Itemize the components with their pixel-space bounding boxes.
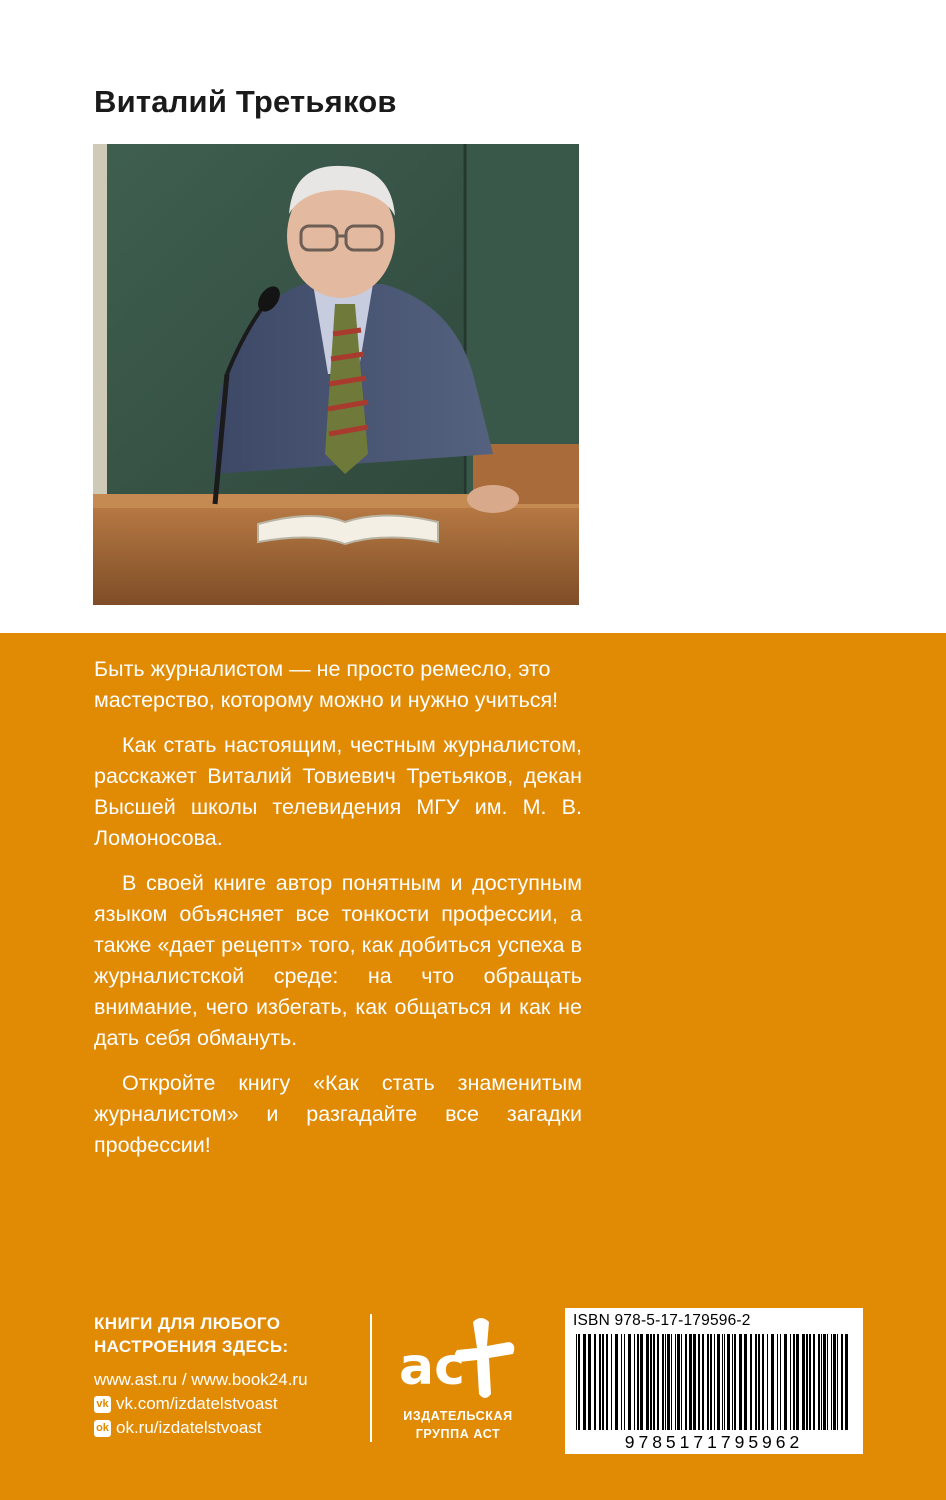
barcode-bar — [662, 1334, 664, 1430]
barcode-bar — [739, 1334, 742, 1430]
barcode-bar — [624, 1334, 625, 1430]
photo-illustration — [93, 144, 579, 605]
barcode-bar — [588, 1334, 591, 1430]
description-paragraph-2: Как стать настоящим, честным журналистом, расскажет Виталий Товиевич Третьяков, декан Высшей школы телевидения МГУ им. М. В. Ломоносова. — [94, 733, 582, 850]
barcode-bar — [831, 1334, 832, 1430]
barcode-bar — [677, 1334, 680, 1430]
barcode-bar — [722, 1334, 723, 1430]
barcode-bar — [793, 1334, 795, 1430]
barcode-bar — [698, 1334, 700, 1430]
ok-link[interactable] — [94, 1416, 308, 1440]
barcode-bar — [615, 1334, 618, 1430]
barcode-bar — [837, 1334, 838, 1430]
barcode-bar — [833, 1334, 836, 1430]
barcode-bar — [640, 1334, 643, 1430]
barcode-bar — [689, 1334, 692, 1430]
vk-text: vk.com/izdatelstvoast — [116, 1394, 278, 1413]
promo-heading — [94, 1312, 308, 1358]
publisher-logo — [397, 1312, 519, 1452]
barcode-bar — [841, 1334, 843, 1430]
barcode-bar — [646, 1334, 649, 1430]
barcode-bar — [762, 1334, 764, 1430]
barcode-bar — [821, 1334, 822, 1430]
barcode-bar — [681, 1334, 682, 1430]
barcode-bar — [767, 1334, 768, 1430]
barcode-bar — [796, 1334, 799, 1430]
barcode-bar — [732, 1334, 733, 1430]
description-paragraph-3: В своей книге автор понятным и доступным языком объясняет все тонкости профессии, а также «дает рецепт» того, как добиться успеха в журналистской среде: на что обращать внимание, чего избегать, как общаться и как не дать себя обмануть. — [94, 871, 582, 1050]
barcode-bar — [583, 1334, 586, 1430]
description-paragraph-1: Быть журналистом — не просто ремесло, это мастерство, которому можно и нужно учиться! — [94, 657, 559, 712]
barcode-bar — [675, 1334, 676, 1430]
logo-caption — [397, 1407, 519, 1443]
barcode-bar — [845, 1334, 848, 1430]
logo-text: ас — [399, 1337, 465, 1397]
barcode-bar — [780, 1334, 781, 1430]
logo-caption-line-2: ГРУППА АСТ — [415, 1427, 501, 1441]
barcode-bar — [665, 1334, 666, 1430]
barcode-icon — [576, 1334, 852, 1432]
barcode-bar — [714, 1334, 715, 1430]
barcode-bar — [693, 1334, 696, 1430]
book-description — [94, 654, 582, 1175]
barcode-bar — [606, 1334, 608, 1430]
isbn-text: ISBN 978-5-17-179596-2 — [573, 1312, 751, 1329]
publisher-links — [94, 1312, 308, 1440]
description-paragraph-4: Откройте книгу «Как стать знаменитым журналистом» и разгадайте все загадки профессии! — [94, 1071, 582, 1157]
barcode-bar — [599, 1334, 601, 1430]
barcode-bar — [744, 1334, 747, 1430]
barcode-bar — [813, 1334, 815, 1430]
barcode-bar — [667, 1334, 670, 1430]
barcode-bar — [602, 1334, 604, 1430]
barcode-bar — [671, 1334, 672, 1430]
barcode-bar — [621, 1334, 622, 1430]
barcode-bar — [717, 1334, 720, 1430]
barcode-bar — [790, 1334, 791, 1430]
barcode-bar — [777, 1334, 778, 1430]
barcode-bar — [724, 1334, 725, 1430]
barcode-bar — [637, 1334, 639, 1430]
barcode-bar — [594, 1334, 596, 1430]
barcode-bar — [578, 1334, 580, 1430]
vk-icon: vk — [94, 1396, 111, 1413]
barcode-bar — [727, 1334, 730, 1430]
websites-link[interactable] — [94, 1368, 308, 1392]
top-section — [0, 0, 946, 633]
author-photo — [93, 144, 579, 605]
vk-link[interactable] — [94, 1392, 308, 1416]
promo-line-1: КНИГИ ДЛЯ ЛЮБОГО — [94, 1314, 281, 1333]
barcode-bar — [650, 1334, 652, 1430]
footer-divider — [370, 1314, 372, 1442]
barcode-bar — [710, 1334, 712, 1430]
barcode-bar — [657, 1334, 659, 1430]
barcode-bar — [823, 1334, 826, 1430]
barcode-bar — [758, 1334, 760, 1430]
barcode-bar — [576, 1334, 577, 1430]
author-name: Виталий Третьяков — [94, 84, 397, 119]
barcode-box — [565, 1308, 863, 1454]
websites-text: www.ast.ru / www.book24.ru — [94, 1370, 308, 1389]
ok-text: ok.ru/izdatelstvoast — [116, 1418, 262, 1437]
barcode-bar — [806, 1334, 808, 1430]
barcode-bar — [784, 1334, 787, 1430]
barcode-bar — [827, 1334, 828, 1430]
logo-caption-line-1: ИЗДАТЕЛЬСКАЯ — [403, 1409, 513, 1423]
barcode-bar — [685, 1334, 687, 1430]
barcode-bar — [809, 1334, 811, 1430]
barcode-bar — [734, 1334, 736, 1430]
barcode-digits: 9785171795962 — [624, 1432, 804, 1452]
barcode-bar — [653, 1334, 655, 1430]
promo-line-2: НАСТРОЕНИЯ ЗДЕСЬ: — [94, 1337, 289, 1356]
barcode-bar — [818, 1334, 820, 1430]
barcode-bar — [702, 1334, 704, 1430]
barcode-bar — [611, 1334, 612, 1430]
barcode-bar — [802, 1334, 805, 1430]
barcode-bar — [707, 1334, 709, 1430]
barcode-bar — [628, 1334, 631, 1430]
ok-icon: ok — [94, 1420, 111, 1437]
barcode-bar — [771, 1334, 774, 1430]
ast-logo-icon — [397, 1312, 519, 1404]
barcode-bar — [750, 1334, 752, 1430]
barcode-bar — [755, 1334, 757, 1430]
barcode-bar — [634, 1334, 635, 1430]
